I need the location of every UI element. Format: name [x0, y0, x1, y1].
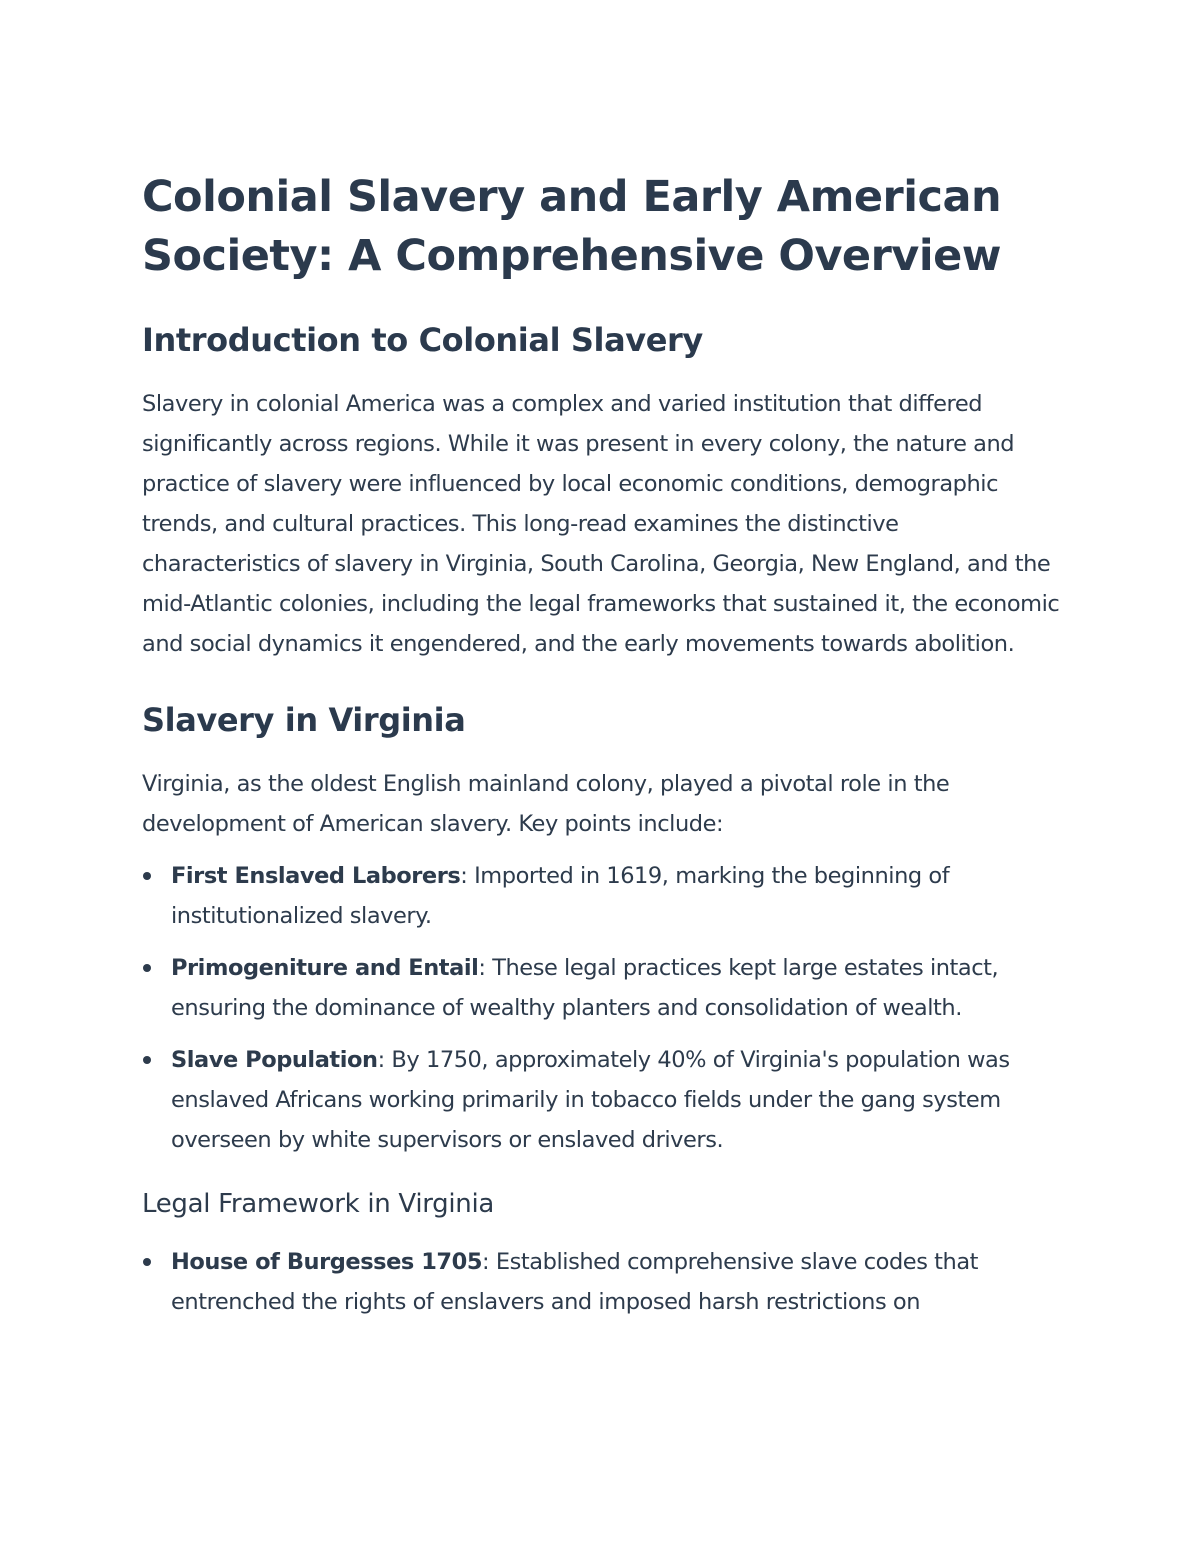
list-item-term: House of Burgesses 1705: [171, 1249, 483, 1275]
list-item-text: : By 1750, approximately 40% of Virginia's population was enslaved Africans working primarily in tobacco fields under the gang system overseen by white supervisors or enslaved drivers.: [171, 1047, 1010, 1153]
bullet-dot-icon: [143, 1056, 151, 1064]
list-item-text: : Imported in 1619, marking the beginning of institutionalized slavery.: [171, 863, 950, 929]
list-item: [142, 856, 1062, 936]
bullet-dot-icon: [143, 964, 151, 972]
document-title: Colonial Slavery and Early American Society: A Comprehensive Overview: [142, 172, 1002, 281]
list-item-term: First Enslaved Laborers: [171, 863, 461, 889]
bullet-dot-icon: [143, 872, 151, 880]
list-item-text: : Established comprehensive slave codes that entrenched the rights of enslavers and imposed harsh restrictions on: [171, 1249, 979, 1315]
virginia-key-points-list: [142, 856, 1062, 1160]
section-heading-introduction: Introduction to Colonial Slavery: [142, 321, 703, 359]
document-page: [142, 168, 1062, 1334]
list-item: [142, 1242, 1062, 1322]
bullet-dot-icon: [143, 1258, 151, 1266]
list-item-term: Slave Population: [171, 1047, 378, 1073]
section-heading-virginia: Slavery in Virginia: [142, 701, 466, 739]
list-item-text: : These legal practices kept large estates intact, ensuring the dominance of wealthy planters and consolidation of wealth.: [171, 955, 999, 1021]
list-item-term: Primogeniture and Entail: [171, 955, 479, 981]
list-item: [142, 1040, 1062, 1160]
introduction-paragraph: Slavery in colonial America was a complex and varied institution that differed significantly across regions. While it was present in every colony, the nature and practice of slavery were influenced by local economic conditions, demographic trends, and cultural practices. This long-read examines the distinctive characteristics of slavery in Virginia, South Carolina, Georgia, New England, and the mid-Atlantic colonies, including the legal frameworks that sustained it, the economic and social dynamics it engendered, and the early movements towards abolition.: [142, 391, 1060, 657]
legal-framework-list: [142, 1242, 1062, 1322]
subsection-heading-legal-framework: Legal Framework in Virginia: [142, 1189, 495, 1219]
list-item: [142, 948, 1062, 1028]
virginia-paragraph: Virginia, as the oldest English mainland colony, played a pivotal role in the development of American slavery. Key points include:: [142, 771, 950, 837]
